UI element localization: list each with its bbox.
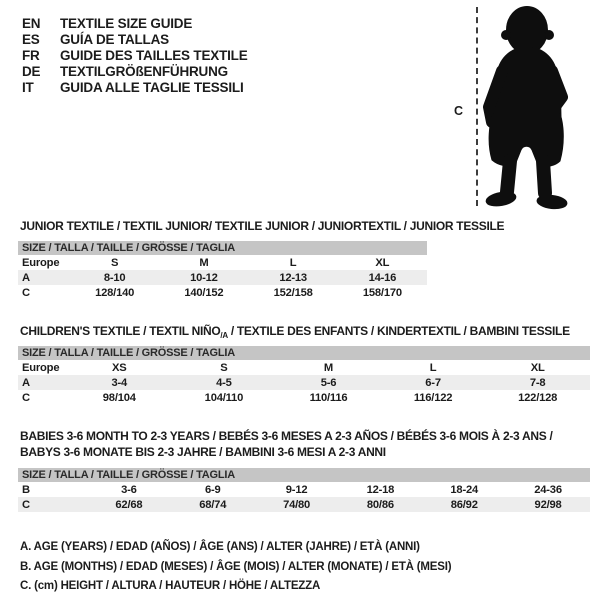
size-header-bar: SIZE / TALLA / TAILLE / GRÖSSE / TAGLIA	[18, 241, 427, 255]
language-title: GUIDA ALLE TAGLIE TESSILI	[60, 80, 244, 95]
table-cell: XS	[112, 361, 127, 374]
language-row-fr	[22, 48, 248, 64]
row-label: A	[22, 271, 30, 284]
table-row-a	[18, 375, 590, 390]
table-cell: 9-12	[285, 483, 308, 496]
language-code: EN	[22, 16, 41, 31]
table-cell: L	[289, 256, 297, 269]
row-label: A	[22, 376, 30, 389]
table-cell: 122/128	[518, 391, 558, 404]
language-row-de	[22, 64, 248, 80]
language-title: TEXTILE SIZE GUIDE	[60, 16, 193, 31]
table-cell: 152/158	[273, 286, 313, 299]
table-cell: 3-4	[111, 376, 128, 389]
table-cell: 10-12	[190, 271, 218, 284]
table-cell: 8-10	[103, 271, 126, 284]
legend-height: C. (cm) HEIGHT / ALTURA / HAUTEUR / HÖHE / ALTEZZA	[20, 580, 321, 592]
table-cell: M	[199, 256, 209, 269]
babies-size-table	[18, 468, 590, 512]
table-cell: L	[429, 361, 437, 374]
table-cell: S	[220, 361, 228, 374]
table-cell: XL	[530, 361, 545, 374]
table-cell: M	[323, 361, 334, 374]
baby-silhouette-icon	[482, 3, 600, 211]
table-row-c	[18, 497, 590, 512]
table-cell: 68/74	[199, 498, 227, 511]
children-title-subscript: /A	[220, 331, 228, 340]
table-row-b	[18, 482, 590, 497]
height-label-c: C	[454, 104, 463, 118]
row-label: C	[22, 391, 30, 404]
table-cell: 14-16	[368, 271, 397, 284]
table-cell: 3-6	[121, 483, 137, 496]
children-size-table	[18, 346, 590, 405]
size-header-bar: SIZE / TALLA / TAILLE / GRÖSSE / TAGLIA	[18, 468, 590, 482]
table-row-europe	[18, 255, 427, 270]
children-title-text: / TEXTILE DES ENFANTS / KINDERTEXTIL / BAMBINI TESSILE	[227, 324, 570, 338]
table-cell: 62/68	[115, 498, 143, 511]
table-cell: 92/98	[534, 498, 562, 511]
row-label: Europe	[22, 361, 60, 374]
height-dashed-line	[476, 7, 478, 206]
table-cell: 12-13	[279, 271, 307, 284]
table-cell: 98/104	[102, 391, 136, 404]
language-code: IT	[22, 80, 34, 95]
table-cell: 24-36	[534, 483, 562, 496]
table-cell: 158/170	[362, 286, 402, 299]
table-cell: 12-18	[366, 483, 395, 496]
row-label: B	[22, 483, 30, 496]
measurement-legend	[20, 538, 451, 597]
table-cell: 18-24	[450, 483, 479, 496]
table-cell: 86/92	[450, 498, 478, 511]
table-cell: XL	[375, 256, 390, 269]
language-row-it	[22, 80, 248, 96]
legend-age-years: A. AGE (YEARS) / EDAD (AÑOS) / ÂGE (ANS) / ALTER (JAHRE) / ETÀ (ANNI)	[20, 541, 420, 553]
table-cell: 4-5	[216, 376, 232, 389]
table-cell: 5-6	[320, 376, 337, 389]
table-cell: 74/80	[283, 498, 311, 511]
table-cell: 128/140	[95, 286, 135, 299]
table-row-europe	[18, 360, 590, 375]
language-code: ES	[22, 32, 40, 47]
language-row-en	[22, 16, 248, 32]
children-section-title	[20, 324, 570, 338]
children-title-text: CHILDREN'S TEXTILE / TEXTIL NIÑO	[20, 324, 221, 338]
table-row-c	[18, 390, 590, 405]
language-code: FR	[22, 48, 40, 63]
table-cell: 140/152	[184, 286, 224, 299]
table-cell: 6-9	[204, 483, 221, 496]
row-label: C	[22, 498, 30, 511]
size-header-bar: SIZE / TALLA / TAILLE / GRÖSSE / TAGLIA	[18, 346, 590, 360]
language-title: GUIDE DES TAILLES TEXTILE	[60, 48, 248, 63]
language-row-es	[22, 32, 248, 48]
junior-size-table	[18, 241, 427, 300]
table-cell: 104/110	[204, 391, 244, 404]
babies-title-line1: BABIES 3-6 MONTH TO 2-3 YEARS / BEBÉS 3-6 MESES A 2-3 AÑOS / BÉBÉS 3-6 MOIS À 2-3 ANS /	[20, 429, 553, 443]
row-label: Europe	[22, 256, 60, 269]
babies-section-title	[20, 428, 552, 460]
legend-age-months: B. AGE (MONTHS) / EDAD (MESES) / ÂGE (MOIS) / ALTER (MONATE) / ETÀ (MESI)	[20, 560, 452, 573]
language-header	[22, 16, 248, 96]
table-row-a	[18, 270, 427, 285]
table-cell: 7-8	[529, 376, 546, 389]
junior-section-title: JUNIOR TEXTILE / TEXTIL JUNIOR/ TEXTILE JUNIOR / JUNIORTEXTIL / JUNIOR TESSILE	[20, 219, 505, 233]
babies-title-line2: BABYS 3-6 MONATE BIS 2-3 JAHRE / BAMBINI 3-6 MESI A 2-3 ANNI	[20, 445, 386, 459]
table-cell: 80/86	[366, 498, 394, 511]
table-row-c	[18, 285, 427, 300]
table-cell: 6-7	[425, 376, 441, 389]
language-title: GUÍA DE TALLAS	[60, 32, 169, 47]
language-code: DE	[22, 64, 41, 79]
height-figure	[440, 0, 600, 218]
table-cell: 110/116	[309, 391, 348, 404]
row-label: C	[22, 286, 30, 299]
table-cell: S	[110, 256, 119, 269]
table-cell: 116/122	[413, 391, 453, 404]
language-title: TEXTILGRÖßENFÜHRUNG	[60, 64, 228, 79]
